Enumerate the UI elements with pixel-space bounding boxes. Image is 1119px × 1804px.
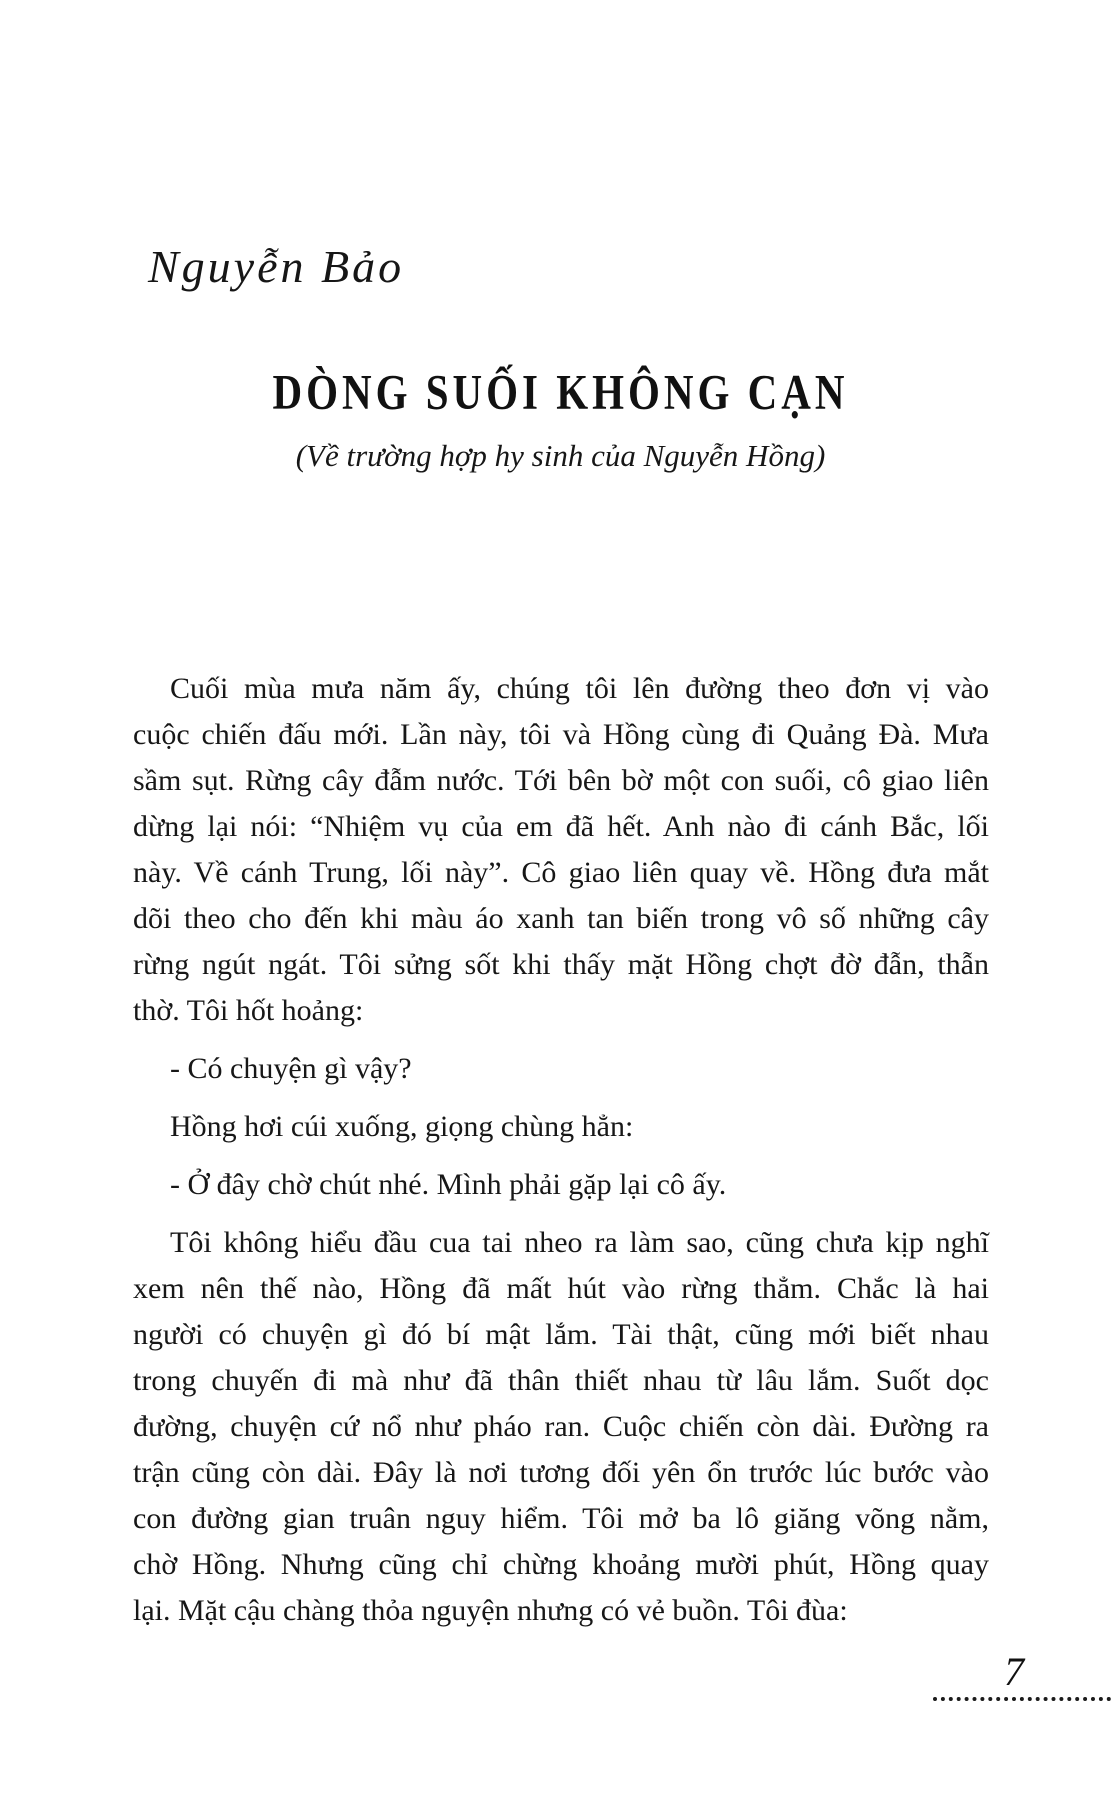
text-line: con đường gian truân nguy hiểm. Tôi mở ba lô giăng võng nằm, — [133, 1502, 989, 1535]
text-line: đường, chuyện cứ nổ như pháo ran. Cuộc chiến còn dài. Đường ra — [133, 1410, 989, 1443]
page-footer — [933, 1648, 1111, 1701]
text-line: Tôi không hiểu đầu cua tai nheo ra làm sao, cũng chưa kịp nghĩ — [170, 1226, 989, 1259]
text-line: Cuối mùa mưa năm ấy, chúng tôi lên đường theo đơn vị vào — [170, 672, 989, 705]
paragraph — [133, 1220, 989, 1634]
dialogue-paragraph — [133, 1046, 989, 1092]
text-line: cuộc chiến đấu mới. Lần này, tôi và Hồng cùng đi Quảng Đà. Mưa — [133, 718, 989, 751]
paragraph — [133, 666, 989, 1034]
text-line: rừng ngút ngát. Tôi sửng sốt khi thấy mặt Hồng chợt đờ đẫn, thẫn — [133, 948, 989, 981]
text-line: dừng lại nói: “Nhiệm vụ của em đã hết. Anh nào đi cánh Bắc, lối — [133, 810, 989, 843]
text-line: sầm sụt. Rừng cây đẫm nước. Tới bên bờ một con suối, cô giao liên — [133, 764, 989, 797]
text-line: này. Về cánh Trung, lối này”. Cô giao liên quay về. Hồng đưa mắt — [133, 856, 989, 889]
text-line: dõi theo cho đến khi màu áo xanh tan biến trong vô số những cây — [133, 902, 989, 935]
dotted-rule — [933, 1697, 1111, 1701]
author-name: Nguyễn Bảo — [148, 241, 405, 292]
paragraph — [133, 1104, 989, 1150]
text-line: người có chuyện gì đó bí mật lắm. Tài thật, cũng mới biết nhau — [133, 1318, 989, 1351]
text-line: chờ Hồng. Nhưng cũng chỉ chừng khoảng mười phút, Hồng quay — [133, 1548, 989, 1581]
text-line: - Ở đây chờ chút nhé. Mình phải gặp lại cô ấy. — [170, 1168, 727, 1201]
body-text — [133, 666, 989, 1634]
text-line: trận cũng còn dài. Đây là nơi tương đối yên ổn trước lúc bước vào — [133, 1456, 989, 1489]
text-line: thờ. Tôi hốt hoảng: — [133, 994, 364, 1027]
text-line: xem nên thế nào, Hồng đã mất hút vào rừng thẳm. Chắc là hai — [133, 1272, 989, 1305]
text-line: Hồng hơi cúi xuống, giọng chùng hẳn: — [170, 1110, 634, 1143]
text-line: trong chuyến đi mà như đã thân thiết nhau từ lâu lắm. Suốt dọc — [133, 1364, 989, 1397]
page-number: 7 — [1004, 1649, 1024, 1694]
text-line: lại. Mặt cậu chàng thỏa nguyện nhưng có vẻ buồn. Tôi đùa: — [133, 1594, 848, 1627]
story-title: DÒNG SUỐI KHÔNG CẠN — [272, 363, 849, 420]
dialogue-paragraph — [133, 1162, 989, 1208]
text-line: - Có chuyện gì vậy? — [170, 1052, 412, 1085]
story-subtitle: (Về trường hợp hy sinh của Nguyễn Hồng) — [295, 438, 826, 473]
